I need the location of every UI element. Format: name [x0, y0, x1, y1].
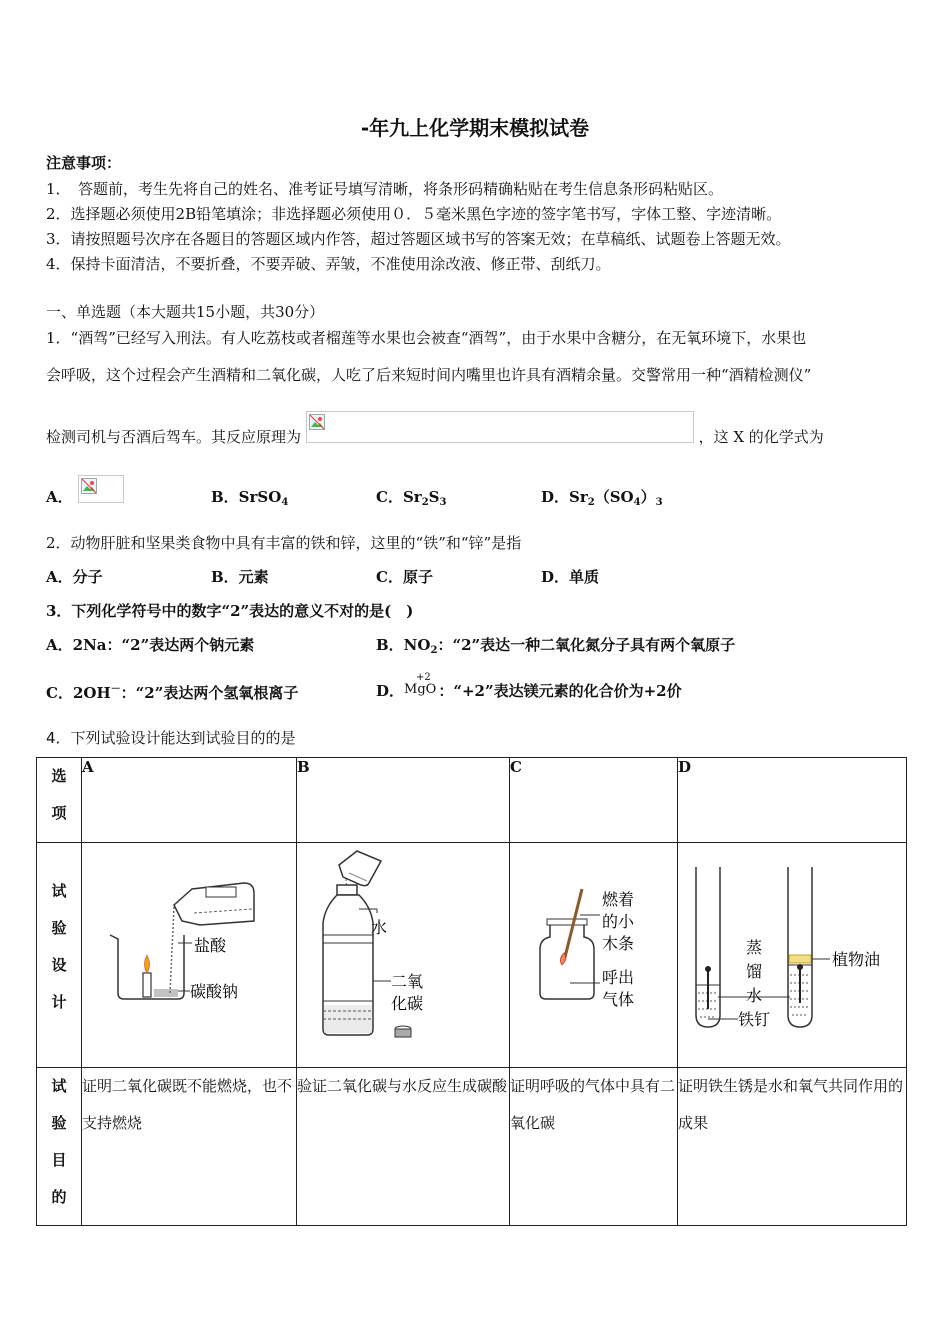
label-vegetable-oil: 植物油	[832, 950, 881, 969]
design-b	[297, 843, 510, 1068]
notice-item-4: 4．保持卡面清洁，不要折叠，不要弄破、弄皱，不准使用涂改液、修正带、刮纸刀。	[46, 255, 611, 273]
purpose-a: 证明二氧化碳既不能燃烧，也不支持燃烧	[82, 1068, 297, 1226]
diagram-a-pouring-acid	[82, 843, 295, 1063]
label-distilled-2: 馏	[746, 962, 763, 981]
diagram-d-test-tubes	[678, 843, 905, 1063]
reaction-equation-image	[306, 411, 694, 443]
label-exhaled-gas-2: 气体	[602, 990, 635, 1009]
header-purpose: 试 验 目 的	[37, 1068, 82, 1226]
column-c-header: C	[510, 758, 678, 843]
design-d	[678, 843, 907, 1068]
q1-option-c[interactable]: C．$Sr_2S_3$	[376, 488, 447, 508]
q2-stem: 2．动物肝脏和坚果类食物中具有丰富的铁和锌，这里的“铁”和“锌”是指	[46, 534, 522, 552]
purpose-d: 证明铁生锈是水和氧气共同作用的成果	[678, 1068, 907, 1226]
broken-image-icon	[81, 478, 97, 494]
label-distilled-3: 水	[746, 986, 763, 1005]
header-option: 选 项	[37, 758, 82, 843]
purpose-b: 验证二氧化碳与水反应生成碳酸	[297, 1068, 510, 1226]
label-iron-nail: 铁钉	[738, 1010, 771, 1029]
purpose-c: 证明呼吸的气体中具有二氧化碳	[510, 1068, 678, 1226]
label-sodium-carbonate: 碳酸钠	[190, 982, 239, 1001]
notice-item-2: 2．选择题必须使用2B铅笔填涂；非选择题必须使用０．５毫米黑色字迹的签字笔书写，字体工整、字迹清晰。	[46, 205, 782, 223]
q1-option-a[interactable]: A．	[46, 486, 124, 507]
option-a-image	[78, 475, 124, 503]
column-a-header: A	[82, 758, 297, 843]
table-row-options	[37, 758, 907, 843]
q1-line-3b: ，这 X 的化学式为	[698, 428, 824, 446]
q2-option-a[interactable]: A．分子	[46, 568, 103, 586]
experiment-table	[36, 757, 907, 1226]
notice-heading: 注意事项：	[46, 154, 122, 172]
broken-image-icon	[309, 414, 325, 430]
table-row-design	[37, 843, 907, 1068]
label-co2-line1: 二氧	[391, 972, 424, 991]
q1-line-3	[46, 426, 824, 447]
q3-option-c[interactable]: C．2OH－：“2”表达两个氢氧根离子	[46, 684, 299, 702]
page-title: -年九上化学期末模拟试卷	[360, 116, 590, 140]
q1-line-2: 会呼吸，这个过程会产生酒精和二氧化碳，人吃了后来短时间内嘴里也许具有酒精余量。交警常用一种“酒精检测仪”	[46, 366, 812, 384]
notice-item-3: 3．请按照题号次序在各题目的答题区域内作答，超过答题区域书写的答案无效；在草稿纸、试题卷上答题无效。	[46, 230, 791, 248]
header-design: 试 验 设 计	[37, 843, 82, 1068]
q3-stem: 3．下列化学符号中的数字“2”表达的意义不对的是( )	[46, 602, 414, 620]
label-hydrochloric-acid: 盐酸	[194, 936, 227, 955]
q2-option-d[interactable]: D．单质	[541, 568, 600, 586]
diagram-b-bottle	[297, 843, 508, 1063]
label-burning-stick-3: 木条	[602, 934, 635, 953]
label-exhaled-gas-1: 呼出	[602, 968, 635, 987]
label-burning-stick-2: 的小	[602, 912, 635, 931]
q2-option-c[interactable]: C．原子	[376, 568, 433, 586]
q3-option-d[interactable]: D． +2 MgO ：“+2”表达镁元素的化合价为+2价	[376, 672, 682, 700]
label-burning-stick-1: 燃着	[602, 890, 635, 909]
column-d-header: D	[678, 758, 907, 843]
design-a	[82, 843, 297, 1068]
design-c	[510, 843, 678, 1068]
q1-option-b[interactable]: B．SrSO$_4$	[211, 488, 289, 508]
notice-item-1: 1． 答题前，考生先将自己的姓名、准考证号填写清晰，将条形码精确粘贴在考生信息条形码粘贴区。	[46, 180, 724, 198]
table-row-purpose	[37, 1068, 907, 1226]
label-distilled-1: 蒸	[746, 938, 763, 957]
q3-option-a[interactable]: A．2Na：“2”表达两个钠元素	[46, 636, 255, 654]
label-co2-line2: 化碳	[391, 994, 424, 1013]
mgo-formula: +2 MgO	[404, 672, 437, 697]
diagram-c-jar	[510, 843, 676, 1063]
q4-stem: 4．下列试验设计能达到试验目的的是	[46, 729, 296, 747]
q1-line-3a: 检测司机与否酒后驾车。其反应原理为	[46, 428, 302, 446]
column-b-header: B	[297, 758, 510, 843]
q2-option-b[interactable]: B．元素	[211, 568, 269, 586]
q1-line-1: 1．“酒驾”已经写入刑法。有人吃荔枝或者榴莲等水果也会被查“酒驾”，由于水果中含糖分，在无氧环境下，水果也	[46, 329, 807, 347]
section-heading: 一、单选题（本大题共15小题，共30分）	[46, 303, 325, 321]
q3-option-b[interactable]: B．$NO_2$：“2”表达一种二氧化氮分子具有两个氧原子	[376, 636, 736, 656]
q1-option-d[interactable]: D．$Sr_2(SO_4)_3$	[541, 488, 663, 508]
label-water: 水	[371, 918, 388, 937]
